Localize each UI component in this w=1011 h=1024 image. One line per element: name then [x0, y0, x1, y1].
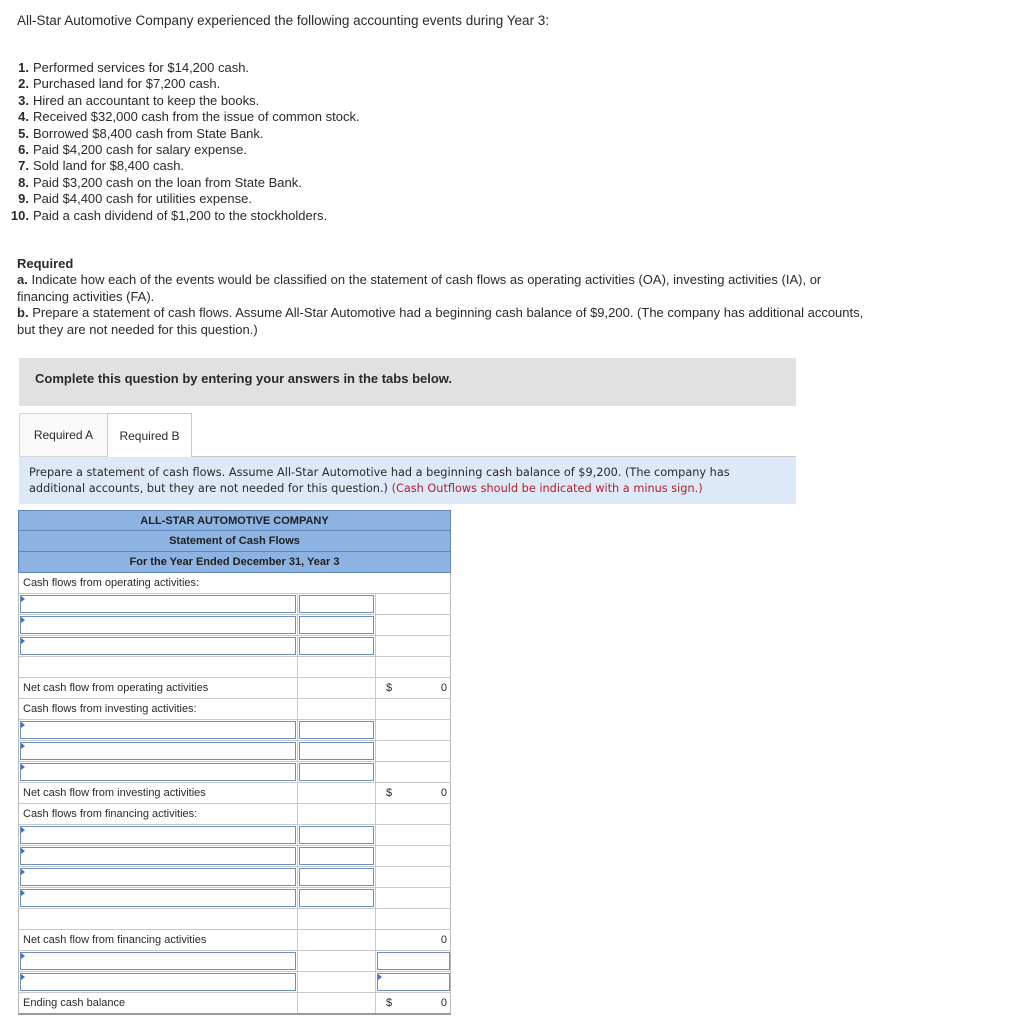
net-operating-label: Net cash flow from operating activities: [23, 682, 209, 694]
table-row: [18, 909, 451, 930]
table-row: [18, 741, 451, 762]
summary-description-input-1[interactable]: [20, 952, 296, 970]
financing-amount-input-2[interactable]: [299, 847, 374, 865]
investing-amount-input-2[interactable]: [299, 742, 374, 760]
operating-description-input-1[interactable]: [20, 595, 296, 613]
financing-header: Cash flows from financing activities:: [23, 808, 198, 820]
statement-company: ALL-STAR AUTOMOTIVE COMPANY: [18, 510, 451, 531]
table-row: [18, 762, 451, 783]
event-number: 6.: [18, 142, 29, 158]
dollar-sign: $: [386, 682, 393, 694]
investing-amount-input-3[interactable]: [299, 763, 374, 781]
ending-cash-label: Ending cash balance: [23, 997, 126, 1009]
operating-amount-input-2[interactable]: [299, 616, 374, 634]
event-text: Paid $3,200 cash on the loan from State Bank.: [33, 174, 302, 190]
table-row: [18, 657, 451, 678]
financing-amount-input-1[interactable]: [299, 826, 374, 844]
dropdown-marker-icon: [21, 869, 25, 875]
event-number: 2.: [18, 76, 29, 92]
event-number: 5.: [18, 125, 29, 141]
financing-amount-input-4[interactable]: [299, 889, 374, 907]
required-b-label: b.: [17, 305, 29, 321]
table-row: [18, 867, 451, 888]
table-row: [18, 615, 451, 636]
investing-amount-input-1[interactable]: [299, 721, 374, 739]
list-item: [0, 158, 360, 174]
investing-header-row: [18, 699, 451, 720]
net-financing-label: Net cash flow from financing activities: [23, 934, 207, 946]
list-item: [0, 60, 360, 76]
dropdown-marker-icon: [21, 743, 25, 749]
dropdown-marker-icon: [21, 617, 25, 623]
investing-description-input-3[interactable]: [20, 763, 296, 781]
investing-description-input-2[interactable]: [20, 742, 296, 760]
dropdown-marker-icon: [21, 953, 25, 959]
required-b-text: Prepare a statement of cash flows. Assume All-Star Automotive had a beginning cash balance of $9,200. (The company has additional accounts, but they are not needed for this question.): [17, 305, 864, 337]
summary-amount-input-1[interactable]: [377, 952, 450, 970]
event-number: 7.: [18, 158, 29, 174]
table-row: [18, 720, 451, 741]
table-row: [18, 972, 451, 993]
dropdown-marker-icon: [21, 596, 25, 602]
list-item: [0, 76, 360, 92]
event-text: Received $32,000 cash from the issue of common stock.: [33, 109, 360, 125]
table-row: [18, 594, 451, 615]
tab-required-b[interactable]: Required B: [107, 413, 192, 458]
event-text: Performed services for $14,200 cash.: [33, 60, 250, 75]
financing-description-input-3[interactable]: [20, 868, 296, 886]
statement-period: For the Year Ended December 31, Year 3: [18, 552, 451, 573]
tabs-banner: Complete this question by entering your answers in the tabs below.: [19, 358, 796, 406]
operating-description-input-2[interactable]: [20, 616, 296, 634]
net-financing-row: [18, 930, 451, 951]
financing-amount-input-3[interactable]: [299, 868, 374, 886]
operating-amount-input-3[interactable]: [299, 637, 374, 655]
dropdown-marker-icon: [21, 974, 25, 980]
summary-description-input-2[interactable]: [20, 973, 296, 991]
table-row: [18, 636, 451, 657]
operating-header: Cash flows from operating activities:: [23, 577, 200, 589]
net-operating-value: 0: [440, 682, 447, 694]
dropdown-marker-icon: [21, 722, 25, 728]
event-text: Borrowed $8,400 cash from State Bank.: [33, 125, 264, 141]
operating-amount-input-1[interactable]: [299, 595, 374, 613]
table-row: [18, 825, 451, 846]
event-text: Hired an accountant to keep the books.: [33, 92, 260, 108]
instructions-box: [19, 457, 796, 504]
investing-description-input-1[interactable]: [20, 721, 296, 739]
dropdown-marker-icon: [21, 848, 25, 854]
list-item: [0, 191, 360, 207]
net-financing-value: 0: [440, 934, 447, 946]
event-text: Purchased land for $7,200 cash.: [33, 76, 221, 92]
statement-title: Statement of Cash Flows: [18, 531, 451, 552]
net-investing-row: [18, 783, 451, 804]
tab-required-a[interactable]: Required A: [19, 413, 107, 457]
dropdown-marker-icon: [21, 764, 25, 770]
table-row: [18, 951, 451, 972]
net-investing-label: Net cash flow from investing activities: [23, 787, 206, 799]
event-number: 9.: [18, 191, 29, 207]
ending-cash-value: 0: [440, 997, 447, 1009]
table-row: [18, 846, 451, 867]
instructions-text: Prepare a statement of cash flows. Assume All-Star Automotive had a beginning cash balance of $9,200. (The company has additional accounts, but they are not needed for this question.): [29, 466, 730, 495]
operating-header-row: [18, 573, 451, 594]
event-text: Paid $4,400 cash for utilities expense.: [33, 191, 252, 207]
list-item: [0, 126, 360, 142]
event-number: 4.: [18, 109, 29, 125]
required-section: [17, 256, 867, 338]
list-item: [0, 93, 360, 109]
required-a-label: a.: [17, 272, 28, 288]
financing-description-input-4[interactable]: [20, 889, 296, 907]
event-text: Paid a cash dividend of $1,200 to the stockholders.: [33, 207, 328, 223]
event-text: Sold land for $8,400 cash.: [33, 158, 185, 174]
operating-description-input-3[interactable]: [20, 637, 296, 655]
list-item: [0, 175, 360, 191]
ending-cash-row: [18, 993, 451, 1015]
required-a-text: Indicate how each of the events would be classified on the statement of cash flows as operating activities (OA), investing activities (IA), or financing activities (FA).: [17, 272, 822, 304]
problem-intro: All-Star Automotive Company experienced the following accounting events during Year 3:: [17, 13, 550, 28]
event-number: 3.: [18, 92, 29, 108]
list-item: [0, 109, 360, 125]
required-heading: Required: [17, 256, 74, 271]
dropdown-marker-icon: [21, 890, 25, 896]
financing-header-row: [18, 804, 451, 825]
dropdown-marker-icon: [378, 974, 382, 980]
investing-header: Cash flows from investing activities:: [23, 703, 197, 715]
dollar-sign: $: [386, 787, 393, 799]
event-number: 1.: [18, 60, 29, 75]
list-item: [0, 208, 360, 224]
event-number: 8.: [18, 174, 29, 190]
dropdown-marker-icon: [21, 638, 25, 644]
net-operating-row: [18, 678, 451, 699]
event-text: Paid $4,200 cash for salary expense.: [33, 142, 247, 158]
dollar-sign: $: [386, 997, 393, 1009]
net-investing-value: 0: [440, 787, 447, 799]
list-item: [0, 142, 360, 158]
required-a: [17, 272, 867, 305]
instructions-note: (Cash Outflows should be indicated with a minus sign.): [391, 481, 703, 495]
cash-flow-statement: [18, 510, 451, 1015]
required-b: [17, 305, 867, 338]
events-list: [0, 60, 360, 224]
financing-description-input-1[interactable]: [20, 826, 296, 844]
event-number: 10.: [10, 207, 29, 223]
dropdown-marker-icon: [21, 827, 25, 833]
financing-description-input-2[interactable]: [20, 847, 296, 865]
summary-amount-input-2[interactable]: [377, 973, 450, 991]
table-row: [18, 888, 451, 909]
